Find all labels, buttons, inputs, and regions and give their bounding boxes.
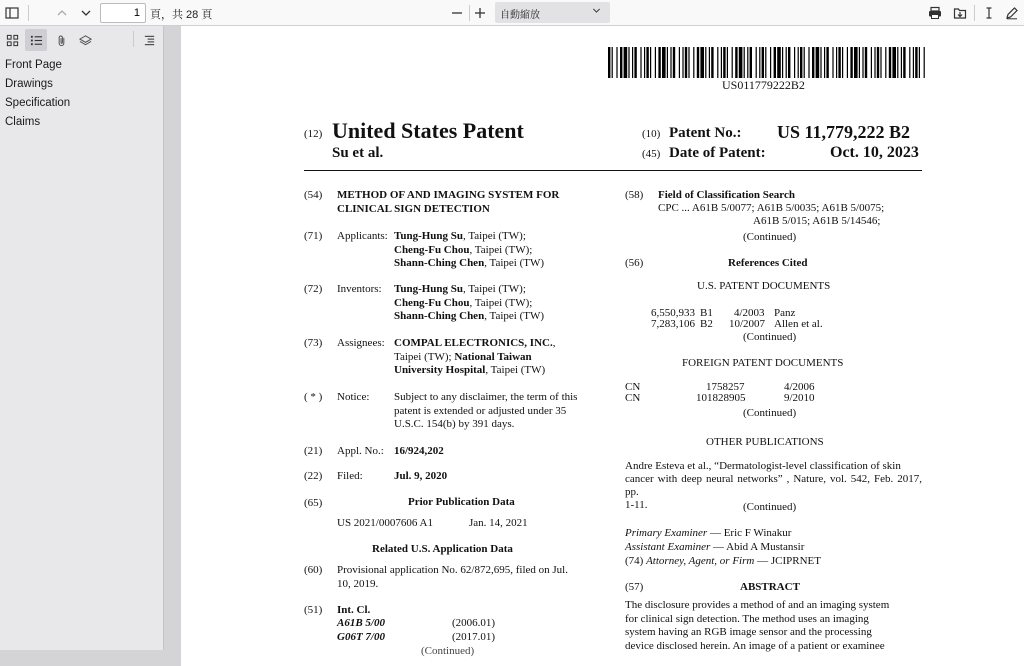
foreign-doc-date: 9/2010 <box>784 392 815 404</box>
provisional-application <box>337 564 602 591</box>
barcode-bar <box>658 47 660 78</box>
us-doc-date: 4/2003 <box>734 307 765 319</box>
barcode-bar <box>697 47 699 78</box>
outline-view-icon[interactable] <box>25 29 47 51</box>
barcode-bar <box>721 47 722 78</box>
applicant-name: Shann-Ching Chen <box>394 257 485 269</box>
barcode-bar <box>913 47 914 78</box>
barcode-bar <box>646 47 648 78</box>
barcode-bar <box>616 47 617 78</box>
barcode-bar <box>798 47 799 78</box>
barcode-bar <box>756 47 757 78</box>
sidebar-view-tabs <box>0 26 163 54</box>
code-51: (51) <box>304 604 323 616</box>
assignee-location: , <box>552 337 556 349</box>
code-10: (10) <box>642 128 661 140</box>
barcode-bar <box>924 47 925 78</box>
barcode-bar <box>788 47 790 78</box>
toolbar-separator <box>28 5 29 21</box>
primary-examiner <box>625 527 791 541</box>
code-notice: ( * ) <box>304 391 323 403</box>
barcode-bar <box>747 47 748 78</box>
provisional-line: 10, 2019. <box>337 577 379 590</box>
barcode-bar <box>679 47 680 78</box>
patent-barcode <box>608 47 925 78</box>
draw-pencil-icon[interactable] <box>1002 3 1022 23</box>
primary-examiner-label: Primary Examiner <box>625 527 708 539</box>
applicant-location: , Taipei (TW); <box>469 243 533 256</box>
assistant-examiner <box>625 541 804 555</box>
barcode-bar <box>632 47 633 78</box>
page-count-label: 頁，共 28 頁 <box>150 9 213 21</box>
barcode-bar <box>859 47 860 78</box>
int-cl-code: A61B 5/00 <box>337 617 385 629</box>
inventor-location: , Taipei (TW) <box>484 310 544 322</box>
barcode-bar <box>842 47 843 78</box>
barcode-bar <box>655 47 656 78</box>
barcode-bar <box>628 47 629 78</box>
provisional-line: Provisional application No. 62/872,695, filed on Jul. <box>337 564 568 576</box>
notice-line: patent is extended or adjusted under 35 <box>394 404 567 417</box>
outline-item-front-page[interactable]: Front Page <box>5 59 62 71</box>
abstract-line: device disclosed herein. An image of a patient or examinee <box>625 639 885 652</box>
us-patent-documents-heading: U.S. PATENT DOCUMENTS <box>697 280 831 292</box>
inventor-name: Cheng-Fu Chou <box>394 296 470 309</box>
patent-type-title: United States Patent <box>332 118 524 143</box>
barcode-bar <box>865 47 867 78</box>
date-of-patent-label: Date of Patent: <box>669 145 766 161</box>
us-doc-number: 6,550,933 <box>651 307 695 319</box>
barcode-bar <box>832 47 833 78</box>
assignee-name: National Taiwan <box>454 350 532 363</box>
barcode-bar <box>709 47 710 78</box>
inventors-label: Inventors: <box>337 283 382 295</box>
barcode-bar <box>836 47 837 78</box>
code-21: (21) <box>304 445 323 457</box>
barcode-bar <box>847 47 848 78</box>
barcode-bar <box>816 47 820 78</box>
barcode-bar <box>820 47 821 78</box>
int-cl-label: Int. Cl. <box>337 604 371 616</box>
assignees-label: Assignees: <box>337 337 385 349</box>
code-22: (22) <box>304 470 323 482</box>
previous-page-icon[interactable] <box>52 3 72 23</box>
attorney <box>625 555 821 569</box>
int-cl-continued: (Continued) <box>421 645 475 657</box>
barcode-bar <box>812 47 814 78</box>
sidebar-separator <box>133 31 134 47</box>
barcode-bar <box>915 47 917 78</box>
barcode-bar <box>624 47 628 78</box>
code-71: (71) <box>304 230 323 242</box>
barcode-bar <box>723 47 725 78</box>
primary-examiner-name: — Eric F Winakur <box>707 527 792 539</box>
int-cl-year: (2006.01) <box>452 617 496 629</box>
barcode-bar <box>889 47 891 78</box>
barcode-bar <box>620 47 622 78</box>
barcode-bar <box>824 47 825 78</box>
outline-list <box>0 56 163 132</box>
barcode-bar <box>901 47 902 78</box>
applicant-location: , Taipei (TW); <box>463 230 526 242</box>
abstract-line: for clinical sign detection. The method uses an imaging <box>625 612 869 625</box>
chevron-down-icon <box>591 5 602 19</box>
barcode-bar <box>670 47 671 78</box>
applicants-list <box>394 230 544 271</box>
prior-publication-heading: Prior Publication Data <box>408 496 515 508</box>
code-45: (45) <box>642 148 661 160</box>
cpc-line: A61B 5/015; A61B 5/14546; <box>753 215 881 227</box>
header-rule <box>304 170 922 171</box>
foreign-docs-continued: (Continued) <box>743 407 797 419</box>
code-72: (72) <box>304 283 323 295</box>
barcode-bar <box>786 47 787 78</box>
barcode-bar <box>667 47 668 78</box>
abstract-line: system having an RGB image sensor and the processing <box>625 626 872 638</box>
barcode-bar <box>673 47 675 78</box>
barcode-bar <box>685 47 687 78</box>
filed-label: Filed: <box>337 470 363 482</box>
zoom-in-icon[interactable] <box>470 3 490 23</box>
barcode-bar <box>794 47 795 78</box>
applicant-name: Cheng-Fu Chou <box>394 243 470 256</box>
us-doc-number: 7,283,106 <box>651 318 695 330</box>
barcode-bar <box>739 47 743 78</box>
sidebar-toggle-icon[interactable] <box>2 3 22 23</box>
invention-title-line: CLINICAL SIGN DETECTION <box>337 202 490 215</box>
notice-label: Notice: <box>337 391 370 403</box>
assistant-examiner-name: — Abid A Mustansir <box>710 541 805 553</box>
foreign-doc-country: CN <box>625 381 641 393</box>
text-select-icon[interactable] <box>979 3 999 23</box>
barcode-bar <box>650 47 651 78</box>
filed-date: Jul. 9, 2020 <box>394 470 448 482</box>
us-doc-name: Allen et al. <box>774 318 823 330</box>
barcode-bar <box>711 47 713 78</box>
code-65: (65) <box>304 497 323 509</box>
outline-item-drawings[interactable]: Drawings <box>5 78 53 90</box>
zoom-out-icon[interactable] <box>447 3 467 23</box>
barcode-bar <box>826 47 828 78</box>
barcode-bar <box>682 47 683 78</box>
barcode-bar <box>688 47 689 78</box>
code-56: (56) <box>625 257 644 269</box>
barcode-bar <box>919 47 920 78</box>
abstract-heading: ABSTRACT <box>740 581 800 593</box>
notice-text <box>394 391 601 432</box>
barcode-bar <box>777 47 781 78</box>
inventor-location: , Taipei (TW); <box>469 296 533 309</box>
notice-line: Subject to any disclaimer, the term of this <box>394 391 578 403</box>
barcode-bar <box>804 47 805 78</box>
cpc-line: CPC ... A61B 5/0077; A61B 5/0035; A61B 5/0075; <box>658 202 885 214</box>
foreign-doc-date: 4/2006 <box>784 381 815 393</box>
barcode-bar <box>750 47 752 78</box>
appl-no: 16/924,202 <box>394 445 444 457</box>
barcode-bar <box>838 47 840 78</box>
barcode-bar <box>744 47 745 78</box>
code-73: (73) <box>304 337 323 349</box>
patent-no-label: Patent No.: <box>669 125 742 141</box>
barcode-bar <box>700 47 704 78</box>
barcode-bar <box>732 47 733 78</box>
assignee-name: COMPAL ELECTRONICS, INC. <box>394 337 553 349</box>
applicants-label: Applicants: <box>337 230 388 242</box>
barcode-bar <box>705 47 706 78</box>
code-57: (57) <box>625 581 644 593</box>
barcode-bar <box>608 47 610 78</box>
us-doc-kind: B1 <box>700 307 713 319</box>
assignee-location: , Taipei (TW) <box>485 364 546 376</box>
references-cited-heading: References Cited <box>728 257 808 269</box>
barcode-bar <box>735 47 737 78</box>
barcode-bar <box>634 47 636 78</box>
int-cl-code: G06T 7/00 <box>337 631 385 643</box>
barcode-bar <box>644 47 645 78</box>
barcode-bar <box>871 47 872 78</box>
barcode-bar <box>782 47 783 78</box>
barcode-bar <box>762 47 764 78</box>
barcode-bar <box>862 47 863 78</box>
prior-publication-number: US 2021/0007606 A1 <box>337 517 433 529</box>
zoom-select-value: 自動縮放 <box>500 10 540 21</box>
inventor-location: , Taipei (TW); <box>463 283 526 295</box>
assignees-list <box>394 337 555 378</box>
first-inventor-heading: Su et al. <box>332 145 384 161</box>
attorney-label: Attorney, Agent, or Firm <box>646 555 755 567</box>
outline-item-claims[interactable]: Claims <box>5 116 41 128</box>
assignee-location: Taipei (TW); <box>394 350 455 363</box>
us-doc-name: Panz <box>774 307 796 319</box>
pdf-page <box>181 26 1024 666</box>
inventor-name: Shann-Ching Chen <box>394 310 485 322</box>
expand-outline-icon[interactable] <box>138 29 160 51</box>
date-of-patent: Oct. 10, 2023 <box>830 144 919 161</box>
document-viewer[interactable] <box>165 26 1024 657</box>
page-number-input[interactable] <box>100 3 146 23</box>
prior-publication-date: Jan. 14, 2021 <box>469 517 528 529</box>
code-74: (74) <box>625 555 644 567</box>
barcode-bar <box>903 47 905 78</box>
thumbnails-view-icon[interactable] <box>1 29 23 51</box>
zoom-select[interactable] <box>495 2 610 23</box>
barcode-bar <box>897 47 898 78</box>
barcode-bar <box>850 47 852 78</box>
related-application-heading: Related U.S. Application Data <box>372 543 513 555</box>
barcode-bar <box>808 47 809 78</box>
foreign-patent-documents-heading: FOREIGN PATENT DOCUMENTS <box>682 357 844 369</box>
barcode-bar <box>765 47 766 78</box>
other-publication-line: 1-11. <box>625 499 648 511</box>
other-publications-continued: (Continued) <box>743 501 797 513</box>
pdf-toolbar <box>0 0 1024 26</box>
inventors-list <box>394 283 544 324</box>
barcode-bar <box>774 47 776 78</box>
toolbar-separator <box>974 5 975 21</box>
appl-no-label: Appl. No.: <box>337 445 384 457</box>
abstract-line: The disclosure provides a method of and an imaging system <box>625 599 890 611</box>
cpc-continued: (Continued) <box>743 231 797 243</box>
next-page-icon[interactable] <box>76 3 96 23</box>
patent-number: US 11,779,222 B2 <box>777 122 911 142</box>
code-60: (60) <box>304 564 323 576</box>
applicant-name: Tung-Hung Su <box>394 230 464 242</box>
print-icon[interactable] <box>925 3 945 23</box>
applicant-location: , Taipei (TW) <box>484 257 544 269</box>
int-cl-year: (2017.01) <box>452 631 496 643</box>
inventor-name: Tung-Hung Su <box>394 283 464 295</box>
foreign-doc-number: 101828905 <box>696 392 746 404</box>
other-publications-heading: OTHER PUBLICATIONS <box>706 436 824 448</box>
barcode-bar <box>640 47 641 78</box>
us-doc-kind: B2 <box>700 318 713 330</box>
barcode-bar <box>759 47 760 78</box>
barcode-bar <box>662 47 666 78</box>
attorney-name: — JCIPRNET <box>754 555 821 567</box>
barcode-bar <box>770 47 771 78</box>
assistant-examiner-label: Assistant Examiner <box>625 541 711 553</box>
barcode-bar <box>800 47 802 78</box>
other-publication-line: cancer with deep neural networks” , Nature, vol. 542, Feb. 2017, pp. <box>625 473 922 498</box>
barcode-bar <box>877 47 879 78</box>
invention-title <box>337 189 559 216</box>
attachments-view-icon[interactable] <box>50 29 72 51</box>
notice-line: U.S.C. 154(b) by 391 days. <box>394 418 515 430</box>
barcode-bar <box>880 47 881 78</box>
barcode-bar <box>909 47 910 78</box>
code-54: (54) <box>304 189 323 201</box>
save-icon[interactable] <box>950 3 970 23</box>
foreign-doc-country: CN <box>625 392 641 404</box>
barcode-bar <box>874 47 875 78</box>
code-58: (58) <box>625 189 644 201</box>
barcode-bar <box>693 47 694 78</box>
barcode-bar <box>885 47 886 78</box>
invention-title-line: METHOD OF AND IMAGING SYSTEM FOR <box>337 189 560 201</box>
us-doc-date: 10/2007 <box>729 318 766 330</box>
barcode-bar <box>892 47 896 78</box>
barcode-bar <box>717 47 718 78</box>
barcode-bar <box>727 47 728 78</box>
outline-item-specification[interactable]: Specification <box>5 97 71 109</box>
abstract-text <box>625 599 922 653</box>
foreign-doc-number: 1758257 <box>706 381 745 393</box>
layers-view-icon[interactable] <box>74 29 96 51</box>
outline-sidebar <box>0 26 164 650</box>
code-12: (12) <box>304 128 323 140</box>
assignee-name: University Hospital <box>394 364 486 376</box>
other-publication-line: Andre Esteva et al., “Dermatologist-level classification of skin <box>625 460 901 472</box>
barcode-bar <box>854 47 858 78</box>
barcode-bar <box>612 47 613 78</box>
barcode-number: US011779222B2 <box>722 78 805 92</box>
us-docs-continued: (Continued) <box>743 331 797 343</box>
field-of-search-label: Field of Classification Search <box>658 189 795 201</box>
